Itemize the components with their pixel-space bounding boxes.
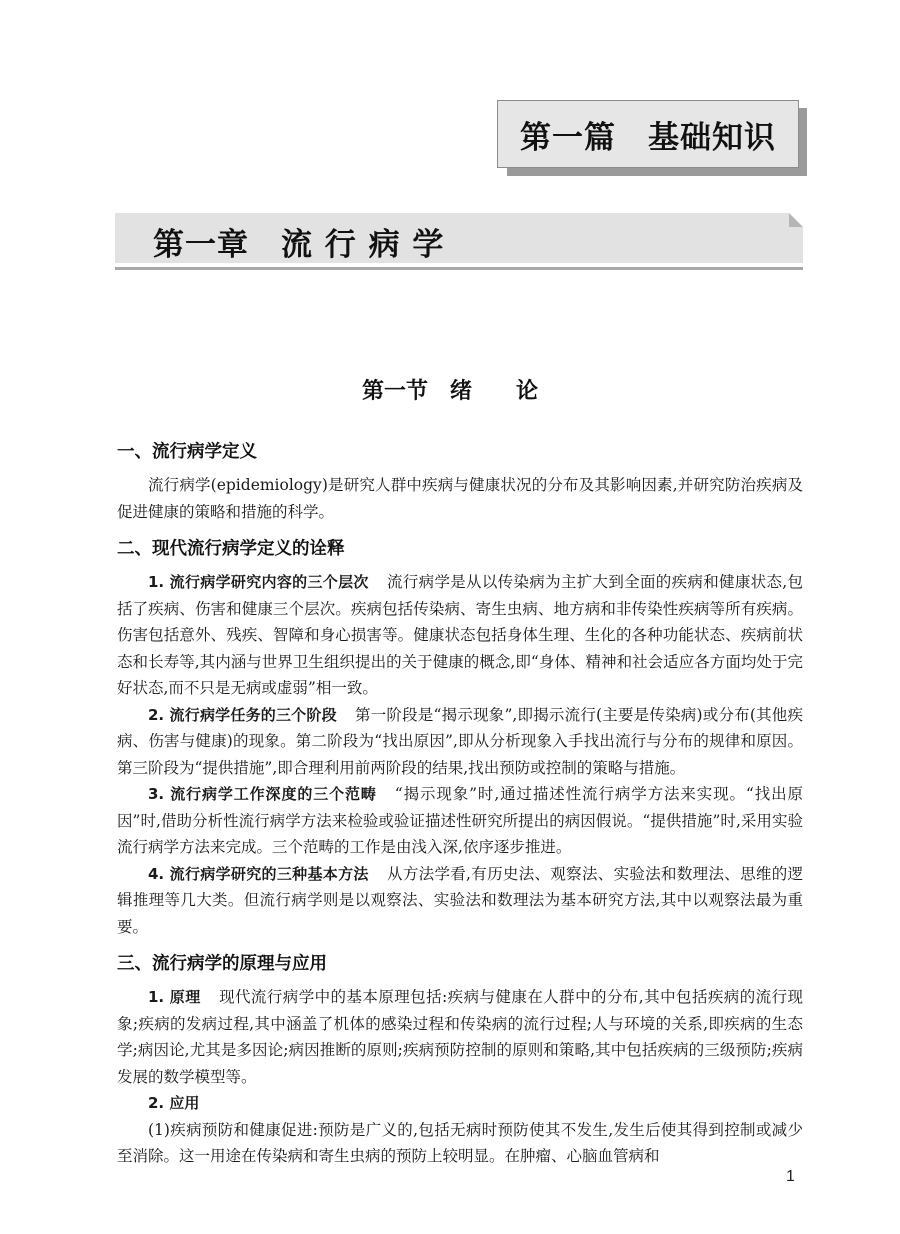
heading-definition: 一、流行病学定义 [117, 442, 257, 462]
paragraph-application-heading [117, 1090, 803, 1117]
body-content [117, 436, 803, 1170]
principle-lead: 1. 原理 [148, 988, 201, 1006]
paragraph-item-2 [117, 702, 803, 782]
heading-principle-application: 三、流行病学的原理与应用 [117, 954, 327, 974]
principle-text: 现代流行病学中的基本原理包括:疾病与健康在人群中的分布,其中包括疾病的流行现象;疾病的发病过程,其中涵盖了机体的感染过程和传染病的流行过程;人与环境的关系,即疾病的生态学;病因论,尤其是多因论;病因推断的原则;疾病预防控制的原则和策略,其中包括疾病的三级预防;疾病发展的数学模型等。 [117, 988, 803, 1086]
chapter-banner [115, 213, 803, 263]
chapter-divider [115, 267, 803, 270]
paragraph-item-4 [117, 861, 803, 941]
item-4-text: 从方法学看,有历史法、观察法、实验法和数理法、思维的逻辑推理等几大类。但流行病学则是以观察法、实验法和数理法为基本研究方法,其中以观察法最为重要。 [117, 864, 803, 936]
item-3-lead: 3. 流行病学工作深度的三个范畴 [148, 785, 377, 803]
chapter-title: 第一章 流 行 病 学 [153, 227, 445, 263]
page-number: 1 [786, 1168, 795, 1185]
item-3-text: “揭示现象”时,通过描述性流行病学方法来实现。“找出原因”时,借助分析性流行病学方法来检验或验证描述性研究所提出的病因假说。“提供措施”时,采用实验流行病学方法来完成。三个范畴的工作是由浅入深,依序逐步推进。 [117, 785, 804, 856]
paragraph-item-3 [117, 781, 803, 861]
item-2-lead: 2. 流行病学任务的三个阶段 [148, 705, 337, 724]
part-banner-box [497, 100, 799, 168]
part-banner [497, 100, 799, 168]
item-2-text: 第一阶段是“揭示现象”,即揭示流行(主要是传染病)或分布(其他疾病、伤害与健康)的现象。第二阶段为“找出原因”,即从分析现象入手找出流行与分布的规律和原因。第三阶段为“提供措施”,即合理利用前两阶段的结果,找出预防或控制的策略与措施。 [117, 705, 804, 777]
paragraph-item-1 [117, 569, 803, 702]
paragraph-definition: 流行病学(epidemiology)是研究人群中疾病与健康状况的分布及其影响因素,并研究防治疾病及促进健康的策略和措施的科学。 [117, 476, 803, 521]
paragraph-application: (1)疾病预防和健康促进:预防是广义的,包括无病时预防使其不发生,发生后使其得到控制或减少至消除。这一用途在传染病和寄生虫病的预防上较明显。在肿瘤、心脑血管病和 [117, 1120, 803, 1165]
section-title: 第一节 绪 论 [361, 378, 538, 404]
part-title: 第一篇 基础知识 [520, 119, 776, 156]
heading-interpretation: 二、现代流行病学定义的诠释 [117, 539, 345, 559]
chapter-banner-fold [789, 213, 803, 227]
application-lead: 2. 应用 [148, 1094, 200, 1112]
item-1-text: 流行病学是从以传染病为主扩大到全面的疾病和健康状态,包括了疾病、伤害和健康三个层次。疾病包括传染病、寄生虫病、地方病和非传染性疾病等所有疾病。伤害包括意外、残疾、智障和身心损害等。健康状态包括身体生理、生化的各种功能状态、疾病前状态和长寿等,其内涵与世界卫生组织提出的关于健康的概念,即“身体、精神和社会适应各方面均处于完好状态,而不只是无病或虚弱”相一致。 [117, 573, 803, 697]
item-4-lead: 4. 流行病学研究的三种基本方法 [148, 864, 369, 883]
paragraph-principle [117, 984, 803, 1090]
item-1-lead: 1. 流行病学研究内容的三个层次 [148, 573, 369, 591]
